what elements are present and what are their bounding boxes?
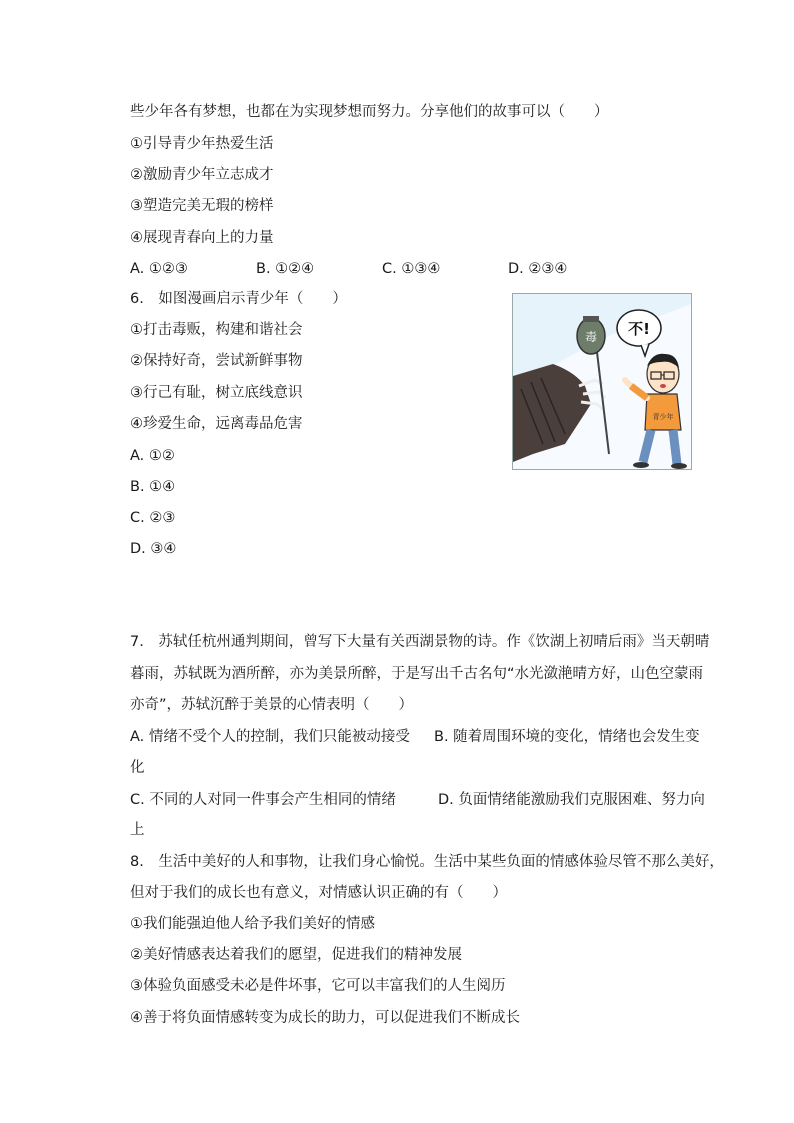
q6-item-1: ①打击毒贩，构建和谐社会 bbox=[130, 322, 303, 338]
q5-item-4: ④展现青春向上的力量 bbox=[130, 230, 274, 246]
bubble-text: 不! bbox=[628, 320, 650, 338]
q5-option-b[interactable]: B. ①②④ bbox=[256, 261, 315, 277]
q7-option-c[interactable]: C. 不同的人对同一件事会产生相同的情绪 bbox=[130, 792, 396, 808]
q5-option-a[interactable]: A. ①②③ bbox=[130, 261, 188, 277]
shirt-text: 青少年 bbox=[652, 413, 674, 421]
q7-option-d-wrap: 上 bbox=[130, 822, 145, 838]
q7-stem-line-3: 亦奇”，苏轼沉醉于美景的心情表明（ ） bbox=[130, 697, 414, 713]
q8-item-4: ④善于将负面情感转变为成长的助力，可以促进我们不断成长 bbox=[130, 1010, 520, 1026]
comic-illustration bbox=[513, 294, 691, 469]
q7-stem-line-1: 7. 苏轼任杭州通判期间，曾写下大量有关西湖景物的诗。作《饮湖上初晴后雨》当天朝晴 bbox=[130, 634, 710, 650]
q7-option-b[interactable]: B. 随着周围环境的变化，情绪也会发生变 bbox=[434, 729, 700, 745]
q5-option-d[interactable]: D. ②③④ bbox=[508, 261, 568, 277]
q7-option-d[interactable]: D. 负面情绪能激励我们克服困难、努力向 bbox=[438, 792, 705, 808]
q6-option-a[interactable]: A. ①② bbox=[130, 448, 175, 464]
q6-item-3: ③行己有耻，树立底线意识 bbox=[130, 385, 303, 401]
q5-option-c[interactable]: C. ①③④ bbox=[382, 261, 441, 277]
q5-item-1: ①引导青少年热爱生活 bbox=[130, 136, 274, 152]
q6-option-c[interactable]: C. ②③ bbox=[130, 510, 176, 526]
q8-item-3: ③体验负面感受未必是件坏事，它可以丰富我们的人生阅历 bbox=[130, 978, 506, 994]
q6-option-d[interactable]: D. ③④ bbox=[130, 541, 177, 557]
q7-stem-line-2: 暮雨，苏轼既为酒所醉，亦为美景所醉，于是写出千古名句“水光潋滟晴方好，山色空蒙雨 bbox=[130, 666, 704, 682]
q7-option-b-wrap: 化 bbox=[130, 760, 145, 776]
q6-item-2: ②保持好奇，尝试新鲜事物 bbox=[130, 353, 303, 369]
q7-option-a[interactable]: A. 情绪不受个人的控制，我们只能被动接受 bbox=[130, 729, 410, 745]
bag-label: 毒 bbox=[584, 330, 598, 344]
q6-option-b[interactable]: B. ①④ bbox=[130, 479, 176, 495]
q8-stem-line-1: 8. 生活中美好的人和事物，让我们身心愉悦。生活中某些负面的情感体验尽管不那么美好， bbox=[130, 854, 724, 870]
q5-stem: 些少年各有梦想，也都在为实现梦想而努力。分享他们的故事可以（ ） bbox=[130, 104, 609, 120]
q5-item-2: ②激励青少年立志成才 bbox=[130, 167, 274, 183]
q6-item-4: ④珍爱生命，远离毒品危害 bbox=[130, 416, 303, 432]
q8-item-1: ①我们能强迫他人给予我们美好的情感 bbox=[130, 916, 375, 932]
q8-item-2: ②美好情感表达着我们的愿望，促进我们的精神发展 bbox=[130, 947, 462, 963]
q6-stem: 6. 如图漫画启示青少年（ ） bbox=[130, 291, 347, 307]
anti-drug-comic bbox=[512, 293, 692, 470]
q5-item-3: ③塑造完美无瑕的榜样 bbox=[130, 198, 274, 214]
q8-stem-line-2: 但对于我们的成长也有意义，对情感认识正确的有（ ） bbox=[130, 885, 507, 901]
